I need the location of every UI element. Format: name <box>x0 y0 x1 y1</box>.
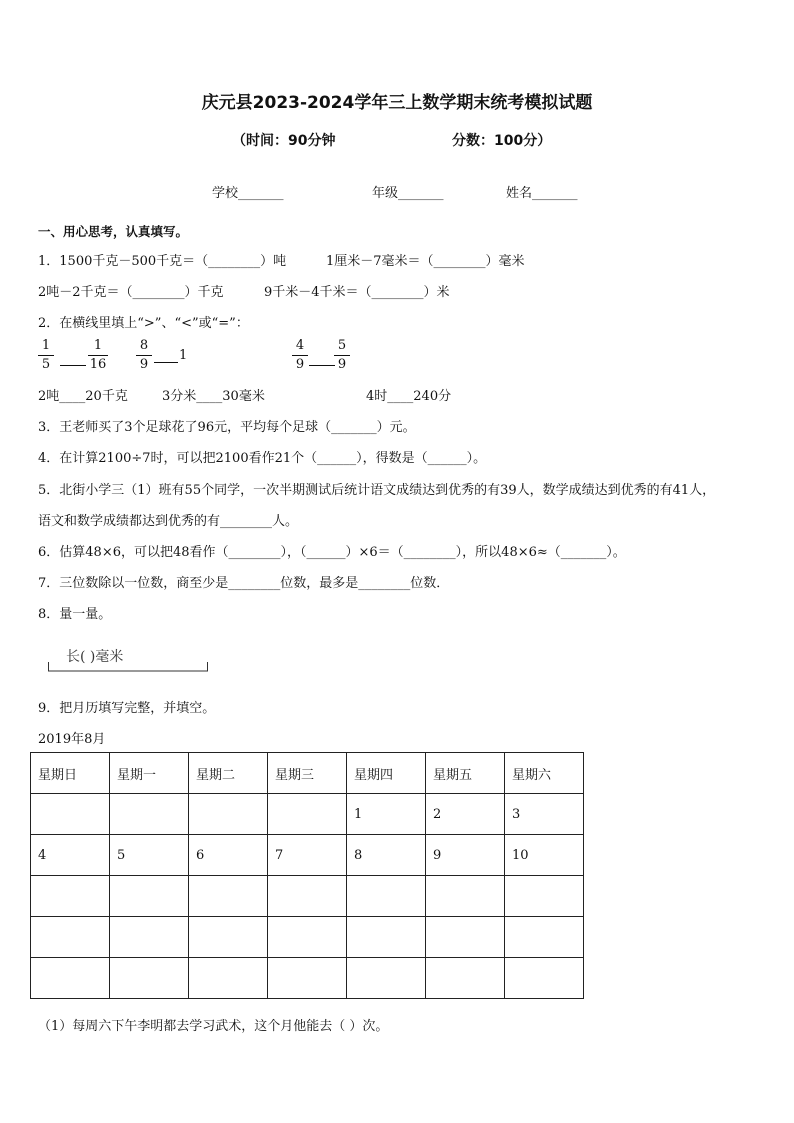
fraction-1-5 <box>38 338 54 373</box>
fraction-bar <box>292 355 308 356</box>
page-title: 庆元县2023-2024学年三上数学期末统考模拟试题 <box>201 93 593 113</box>
calendar-day-cell[interactable] <box>110 958 189 999</box>
weekday-header: 星期六 <box>505 753 584 794</box>
calendar-day-cell[interactable] <box>31 794 110 835</box>
time-label: （时间：90分钟 <box>232 133 336 149</box>
score-label: 分数：100分） <box>452 133 552 149</box>
grade-field: 年级_______ <box>372 186 444 201</box>
calendar-day-cell[interactable] <box>189 876 268 917</box>
calendar-day-cell[interactable] <box>268 958 347 999</box>
compare-blank-1 <box>60 365 86 366</box>
calendar-day-cell[interactable] <box>110 917 189 958</box>
fraction-1-16 <box>88 338 108 373</box>
name-field: 姓名_______ <box>506 186 578 201</box>
weekday-header: 星期三 <box>268 753 347 794</box>
denominator: 9 <box>295 357 305 372</box>
denominator: 9 <box>337 357 347 372</box>
calendar-day-cell[interactable] <box>189 794 268 835</box>
school-field: 学校_______ <box>212 186 284 201</box>
fraction-bar <box>136 355 152 356</box>
q1-part-c: 2吨－2千克＝（________）千克 <box>38 285 224 300</box>
calendar-day-cell[interactable] <box>189 958 268 999</box>
compare-blank-3 <box>309 365 335 366</box>
calendar-day-cell[interactable] <box>31 958 110 999</box>
calendar-day-cell: 9 <box>426 835 505 876</box>
calendar-day-cell: 5 <box>110 835 189 876</box>
weekday-header: 星期四 <box>347 753 426 794</box>
fraction-bar <box>38 355 54 356</box>
calendar-day-cell: 8 <box>347 835 426 876</box>
numerator: 5 <box>337 338 347 353</box>
denominator: 16 <box>89 357 107 372</box>
q9: 9．把月历填写完整，并填空。 <box>38 701 216 716</box>
numerator: 4 <box>295 338 305 353</box>
q2-row2-c: 4时____240分 <box>366 389 452 404</box>
fraction-8-9 <box>136 338 152 373</box>
q1-part-a: 1．1500千克－500千克＝（________）吨 <box>38 254 287 269</box>
calendar-day-cell[interactable] <box>268 917 347 958</box>
calendar-header-row <box>31 753 584 794</box>
calendar-day-cell[interactable] <box>31 917 110 958</box>
calendar-table <box>30 752 584 999</box>
calendar-day-cell: 1 <box>347 794 426 835</box>
weekday-header: 星期日 <box>31 753 110 794</box>
calendar-week-row <box>31 917 584 958</box>
weekday-header: 星期五 <box>426 753 505 794</box>
calendar-day-cell: 3 <box>505 794 584 835</box>
weekday-header: 星期一 <box>110 753 189 794</box>
fraction-bar <box>88 355 108 356</box>
q1-part-b: 1厘米－7毫米＝（________）毫米 <box>326 254 525 269</box>
calendar-week-row <box>31 876 584 917</box>
calendar-day-cell[interactable] <box>110 876 189 917</box>
calendar-day-cell: 7 <box>268 835 347 876</box>
calendar-day-cell[interactable] <box>426 958 505 999</box>
q5-line-1: 5．北街小学三（1）班有55个同学，一次半期测试后统计语文成绩达到优秀的有39人，数学成绩达到优秀的有41人， <box>38 483 716 498</box>
calendar-day-cell[interactable] <box>426 917 505 958</box>
q2-row2-b: 3分米____30毫米 <box>162 389 265 404</box>
section-heading: 一、用心思考，认真填写。 <box>38 224 189 239</box>
calendar-week-row <box>31 794 584 835</box>
calendar-week-row <box>31 958 584 999</box>
calendar-day-cell[interactable] <box>505 876 584 917</box>
q9-sub-1: （1）每周六下午李明都去学习武术，这个月他能去（ ）次。 <box>38 1019 389 1034</box>
denominator: 9 <box>139 357 149 372</box>
calendar-day-cell[interactable] <box>505 958 584 999</box>
q2-text: 2．在横线里填上“>”、“<”或“=”： <box>38 316 249 331</box>
measure-ruler <box>48 646 208 672</box>
q3: 3．王老师买了3个足球花了96元，平均每个足球（_______）元。 <box>38 420 416 435</box>
number-one: 1 <box>179 348 188 363</box>
calendar-day-cell[interactable] <box>347 958 426 999</box>
fraction-4-9 <box>292 338 308 373</box>
numerator: 1 <box>41 338 51 353</box>
calendar-day-cell[interactable] <box>505 917 584 958</box>
numerator: 8 <box>139 338 149 353</box>
calendar-month: 2019年8月 <box>38 732 106 747</box>
q7: 7．三位数除以一位数，商至少是________位数，最多是________位数． <box>38 576 450 591</box>
calendar-day-cell[interactable] <box>347 917 426 958</box>
calendar-day-cell[interactable] <box>189 917 268 958</box>
ruler-label: 长( )毫米 <box>66 649 124 665</box>
calendar-day-cell[interactable] <box>268 794 347 835</box>
q2-row2-a: 2吨____20千克 <box>38 389 128 404</box>
numerator: 1 <box>93 338 103 353</box>
compare-blank-2 <box>154 362 178 363</box>
calendar-day-cell[interactable] <box>426 876 505 917</box>
calendar-day-cell[interactable] <box>268 876 347 917</box>
q5-line-2: 语文和数学成绩都达到优秀的有________人。 <box>38 514 299 529</box>
calendar-day-cell: 4 <box>31 835 110 876</box>
q6: 6．估算48×6，可以把48看作（________），（______）×6＝（________），所以48×6≈（_______）。 <box>38 545 626 560</box>
fraction-5-9 <box>334 338 350 373</box>
calendar-day-cell: 2 <box>426 794 505 835</box>
q8: 8．量一量。 <box>38 607 112 622</box>
calendar-day-cell[interactable] <box>347 876 426 917</box>
denominator: 5 <box>41 357 51 372</box>
calendar-day-cell[interactable] <box>31 876 110 917</box>
weekday-header: 星期二 <box>189 753 268 794</box>
calendar-day-cell[interactable] <box>110 794 189 835</box>
calendar-day-cell: 10 <box>505 835 584 876</box>
calendar-day-cell: 6 <box>189 835 268 876</box>
fraction-bar <box>334 355 350 356</box>
q4: 4．在计算2100÷7时，可以把2100看作21个（______），得数是（______）。 <box>38 451 487 466</box>
q1-part-d: 9千米－4千米＝（________）米 <box>264 285 450 300</box>
calendar-week-row <box>31 835 584 876</box>
